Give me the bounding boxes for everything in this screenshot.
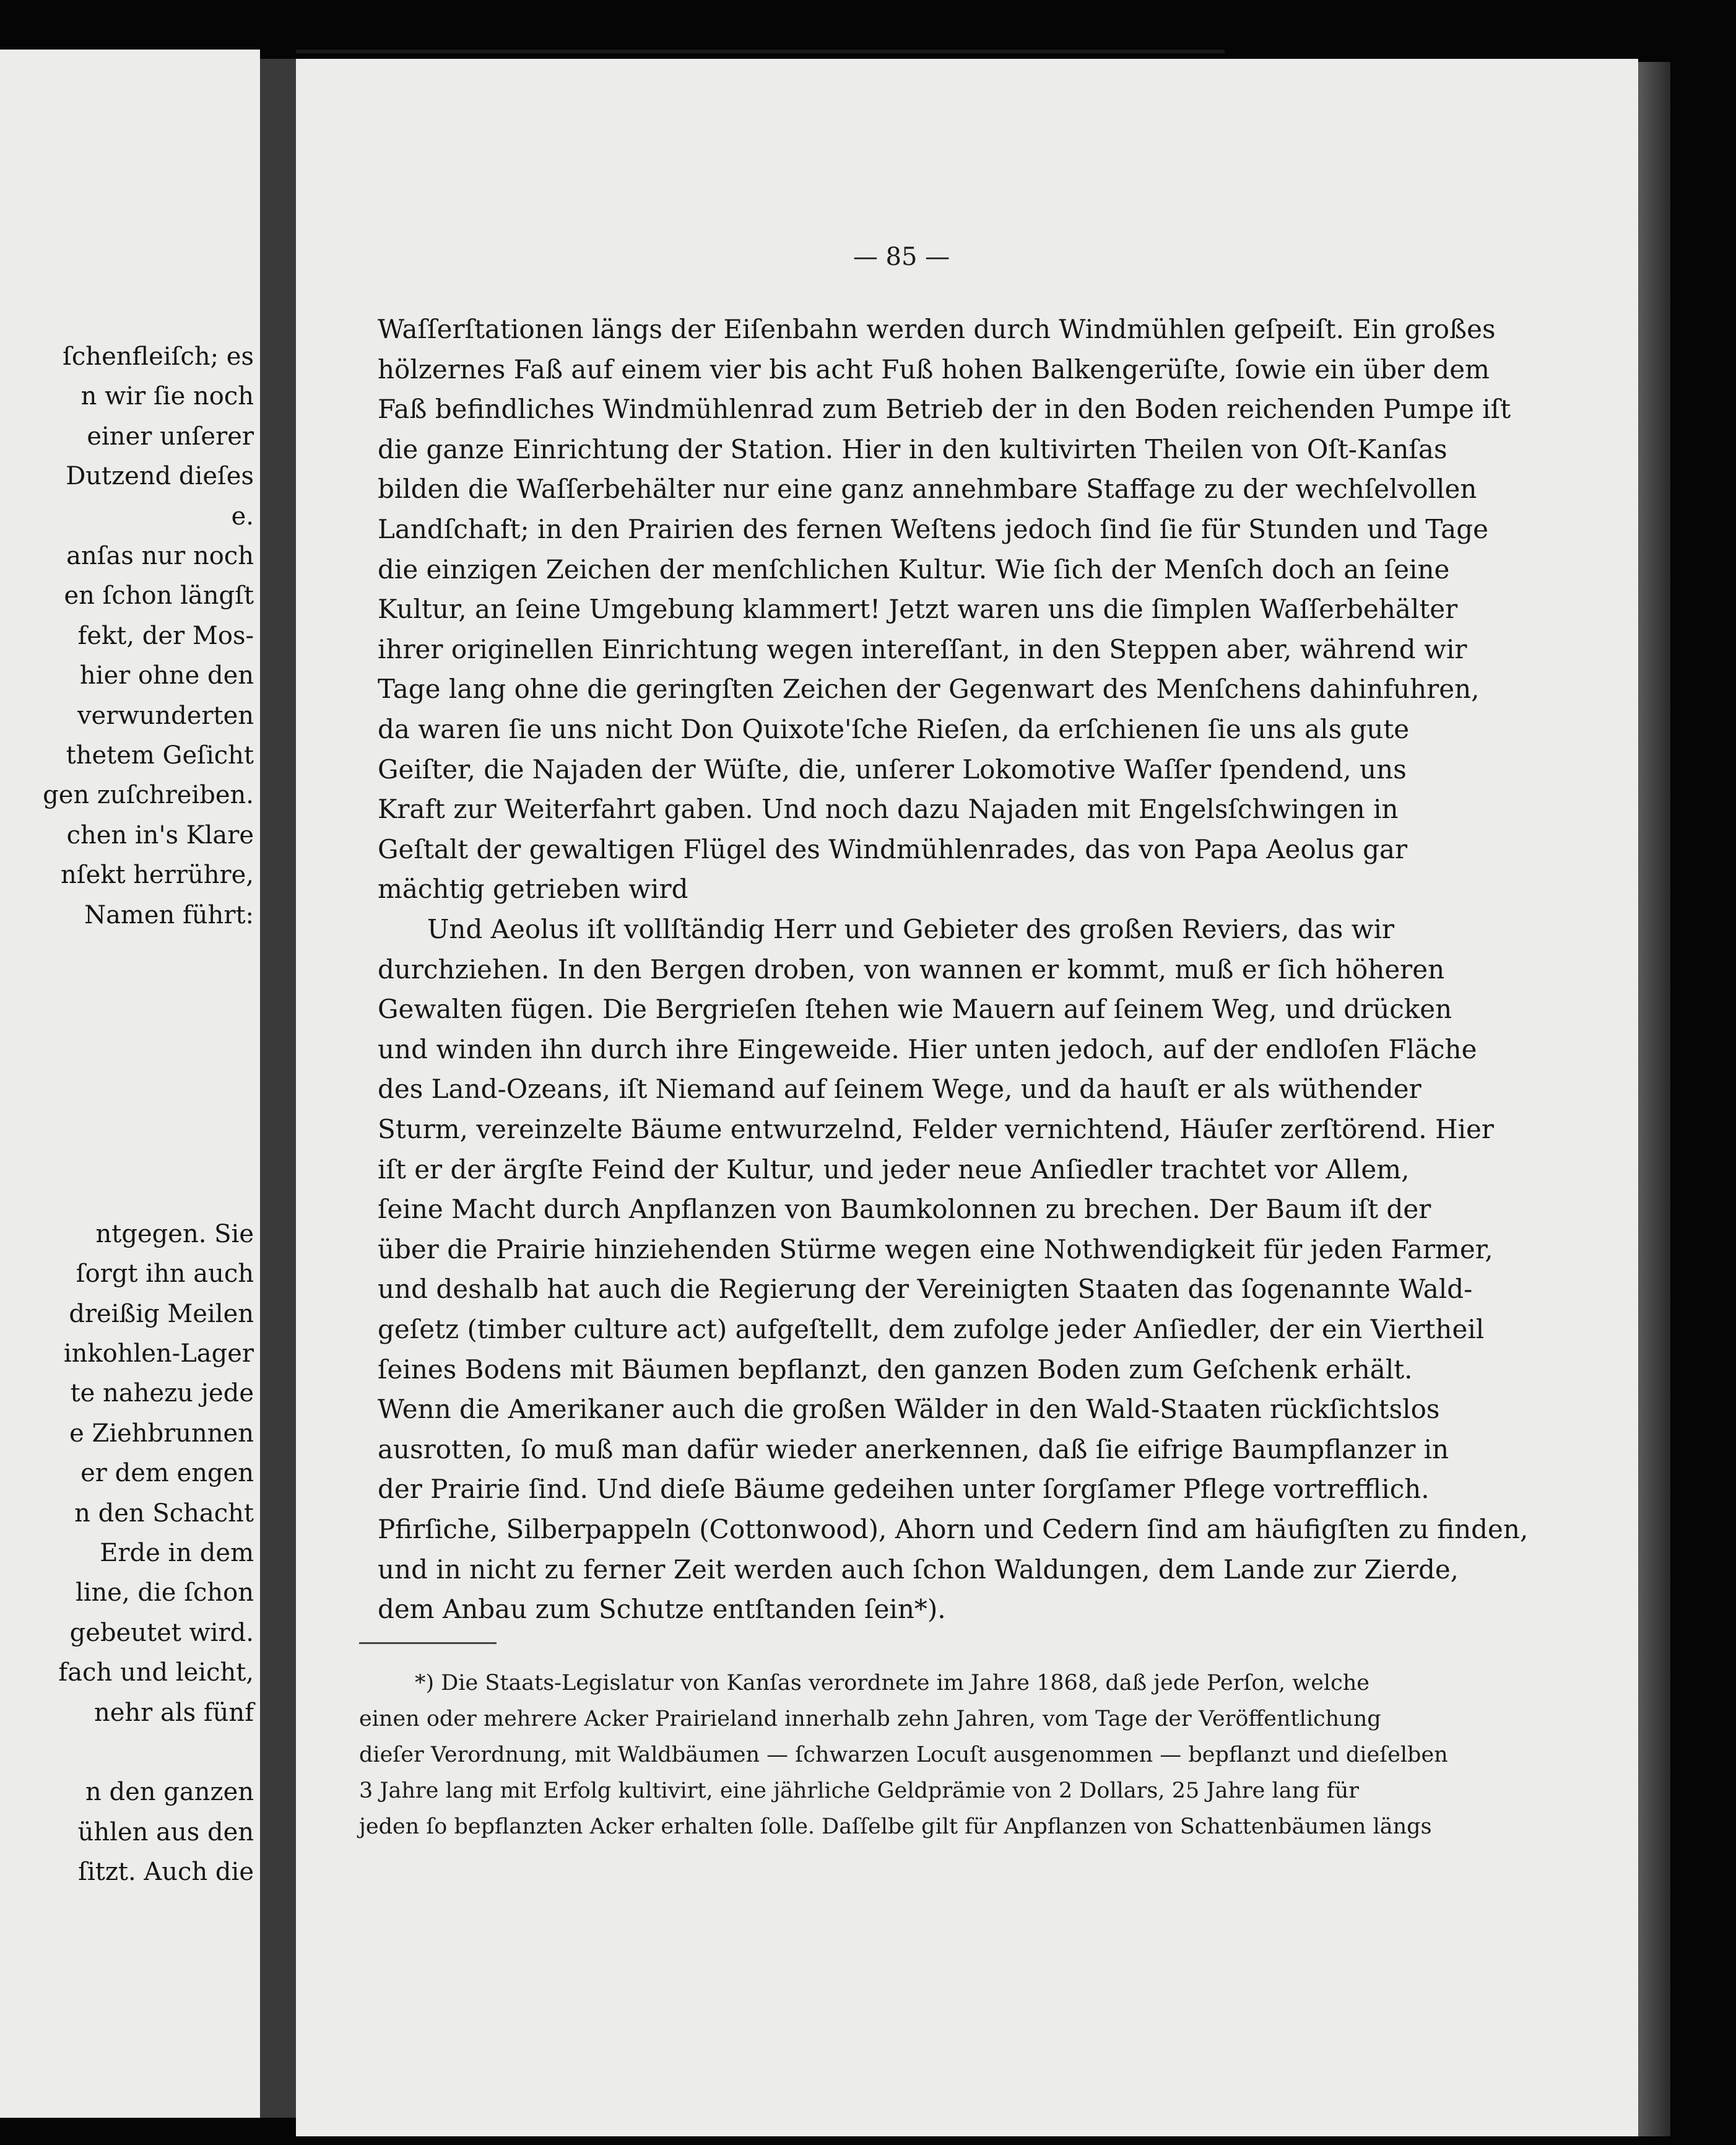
text-line: durchziehen. In den Bergen droben, von wannen er kommt, muß er ſich höheren (378, 954, 1445, 985)
text-line: über die Prairie hinziehenden Stürme wegen eine Nothwendigkeit für jeden Farmer, (378, 1233, 1493, 1264)
text-line: und deshalb hat auch die Regierung der Vereinigten Staaten das ſogenannte Wald- (378, 1274, 1473, 1305)
previous-page-line: verwunderten (77, 701, 254, 730)
previous-page-line: inkohlen-Lager (63, 1339, 254, 1368)
previous-page-line: hier ohne den (79, 661, 254, 690)
text-line: des Land-Ozeans, iſt Niemand auf ſeinem Wege, und da hauſt er als wüthender (378, 1074, 1421, 1105)
text-line: bilden die Waſſerbehälter nur eine ganz annehmbare Staffage zu der wechſelvollen (378, 474, 1477, 505)
previous-page-line: thetem Geſicht (66, 741, 254, 770)
previous-page-line (0, 1734, 254, 1771)
previous-page-line: gebeutet wird. (69, 1618, 254, 1647)
text-line: Und Aeolus iſt vollſtändig Herr und Gebieter des großen Reviers, das wir (427, 914, 1395, 944)
text-line: Landſchaft; in den Prairien des fernen Weſtens jedoch ſind ſie für Stunden und Tage (378, 514, 1488, 544)
previous-page-line: anſas nur noch (66, 542, 254, 570)
previous-page-line (0, 1096, 254, 1133)
previous-page-line: dreißig Meilen (69, 1299, 254, 1328)
footnote-separator (359, 1642, 497, 1644)
text-line: und winden ihn durch ihre Eingeweide. Hier unten jedoch, auf der endloſen Fläche (378, 1033, 1477, 1064)
text-line: der Prairie ſind. Und dieſe Bäume gedeihen unter ſorgſamer Pflege vortrefflich. (378, 1474, 1430, 1505)
text-line: Geiſter, die Najaden der Wüſte, die, unſerer Lokomotive Waſſer ſpendend, uns (378, 754, 1407, 785)
text-line: ſeines Bodens mit Bäumen bepflanzt, den ganzen Boden zum Geſchenk erhält. (378, 1354, 1413, 1385)
text-line: dem Anbau zum Schutze entſtanden ſein*). (378, 1594, 946, 1625)
previous-page-line: ühlen aus den (77, 1817, 254, 1847)
previous-page-line: fach und leicht, (58, 1658, 254, 1687)
text-line: die einzigen Zeichen der menſchlichen Kultur. Wie ſich der Menſch doch an ſeine (378, 554, 1450, 585)
gutter-shadow (260, 59, 296, 2118)
previous-page-line: e. (231, 502, 254, 531)
previous-page-line: Namen führt: (84, 900, 254, 929)
previous-page-line: fekt, der Mos- (77, 621, 254, 650)
previous-page-line (0, 1056, 254, 1093)
previous-page-line: line, die ſchon (75, 1578, 254, 1608)
text-line: mächtig getrieben wird (378, 874, 688, 905)
previous-page-line: ſorgt ihn auch (76, 1260, 254, 1289)
text-line: iſt er der ärgſte Feind der Kultur, und jeder neue Anſiedler trachtet vor Allem, (378, 1154, 1410, 1185)
text-line: hölzernes Faß auf einem vier bis acht Fuß hohen Balkengerüſte, ſowie ein über dem (378, 354, 1490, 385)
page-top-edge (296, 50, 1225, 53)
previous-page-line (0, 976, 254, 1013)
previous-page-line (0, 1136, 254, 1173)
page-edge-shadow (1638, 62, 1670, 2136)
previous-page-line: einer unſerer (87, 422, 254, 451)
text-line: Tage lang ohne die geringſten Zeichen der Gegenwart des Menſchens dahinfuhren, (378, 674, 1480, 705)
previous-page-line (0, 1016, 254, 1053)
previous-page-line: e Ziehbrunnen (69, 1419, 254, 1448)
previous-page-line: Erde in dem (100, 1539, 254, 1567)
text-line: Kraft zur Weiterfahrt gaben. Und noch dazu Najaden mit Engelsſchwingen in (378, 794, 1399, 825)
previous-page-line: nſekt herrühre, (61, 861, 254, 890)
text-line: Pfirſiche, Silberpappeln (Cottonwood), Ahorn und Cedern ſind am häufigſten zu finden, (378, 1514, 1529, 1544)
previous-page-line (0, 1175, 254, 1212)
previous-page-line: n wir ſie noch (80, 382, 254, 411)
previous-page-line: en ſchon längſt (64, 581, 254, 611)
text-line: ausrotten, ſo muß man dafür wieder anerkennen, daß ſie eifrige Baumpflanzer in (378, 1434, 1449, 1464)
previous-page-line: te nahezu jede (70, 1379, 254, 1408)
text-line: ihrer originellen Einrichtung wegen intereſſant, in den Steppen aber, während wir (378, 633, 1467, 664)
text-line: Sturm, vereinzelte Bäume entwurzelnd, Felder vernichtend, Häuſer zerſtörend. Hier (378, 1114, 1494, 1144)
footnote-line: *) Die Staats-Legislatur von Kanſas verordnete im Jahre 1868, daß jede Perſon, welche (415, 1671, 1369, 1695)
previous-page-line: er dem engen (80, 1459, 254, 1488)
previous-page-fragment (0, 50, 260, 2118)
text-line: Faß befindliches Windmühlenrad zum Betrieb der in den Boden reichenden Pumpe iſt (378, 394, 1511, 425)
text-line: geſetz (timber culture act) aufgeſtellt, dem zufolge jeder Anſiedler, der ein Viertheil (378, 1314, 1485, 1344)
text-line: Waſſerſtationen längs der Eiſenbahn werden durch Windmühlen geſpeiſt. Ein großes (378, 314, 1496, 344)
previous-page-line: n den Schacht (74, 1499, 254, 1528)
text-line: ſeine Macht durch Anpflanzen von Baumkolonnen zu brechen. Der Baum iſt der (378, 1194, 1431, 1225)
text-line: Gewalten fügen. Die Bergrieſen ſtehen wie Mauern auf ſeinem Weg, und drücken (378, 994, 1452, 1025)
previous-page-line: n den ganzen (85, 1778, 254, 1807)
previous-page-line: ſitzt. Auch die (78, 1858, 254, 1887)
footnote-line: 3 Jahre lang mit Erfolg kultivirt, eine jährliche Geldprämie von 2 Dollars, 25 Jahre lang für (359, 1778, 1359, 1803)
previous-page-line: chen in's Klare (66, 820, 254, 850)
footnote-line: jeden ſo bepflanzten Acker erhalten ſolle. Daſſelbe gilt für Anpflanzen von Schattenbäumen längs (359, 1814, 1432, 1839)
text-line: und in nicht zu ferner Zeit werden auch ſchon Waldungen, dem Lande zur Zierde, (378, 1554, 1459, 1585)
previous-page-line: gen zuſchreiben. (43, 781, 254, 810)
text-line: die ganze Einrichtung der Station. Hier in den kultivirten Theilen von Oſt-Kanſas (378, 433, 1447, 464)
previous-page-line: Dutzend dieſes (66, 462, 254, 491)
footnote-line: dieſer Verordnung, mit Waldbäumen — ſchwarzen Locuſt ausgenommen — bepflanzt und dieſelben (359, 1743, 1448, 1767)
previous-page-line: ſchenfleiſch; es (63, 342, 254, 371)
text-line: Wenn die Amerikaner auch die großen Wälder in den Wald-Staaten rückſichtslos (378, 1394, 1440, 1425)
footnote-line: einen oder mehrere Acker Prairieland innerhalb zehn Jahren, vom Tage der Veröffentlichung (359, 1707, 1381, 1731)
text-line: Kultur, an ſeine Umgebung klammert! Jetzt waren uns die ſimplen Waſſerbehälter (378, 594, 1458, 625)
text-line: Geſtalt der gewaltigen Flügel des Windmühlenrades, das von Papa Aeolus gar (378, 833, 1408, 864)
previous-page-line (0, 936, 254, 973)
previous-page-line: nehr als fünf (93, 1698, 254, 1727)
page-number: — 85 — (853, 243, 950, 271)
text-line: da waren ſie uns nicht Don Quixote'ſche Rieſen, da erſchienen ſie uns als gute (378, 714, 1410, 744)
previous-page-line: ntgegen. Sie (95, 1219, 254, 1248)
